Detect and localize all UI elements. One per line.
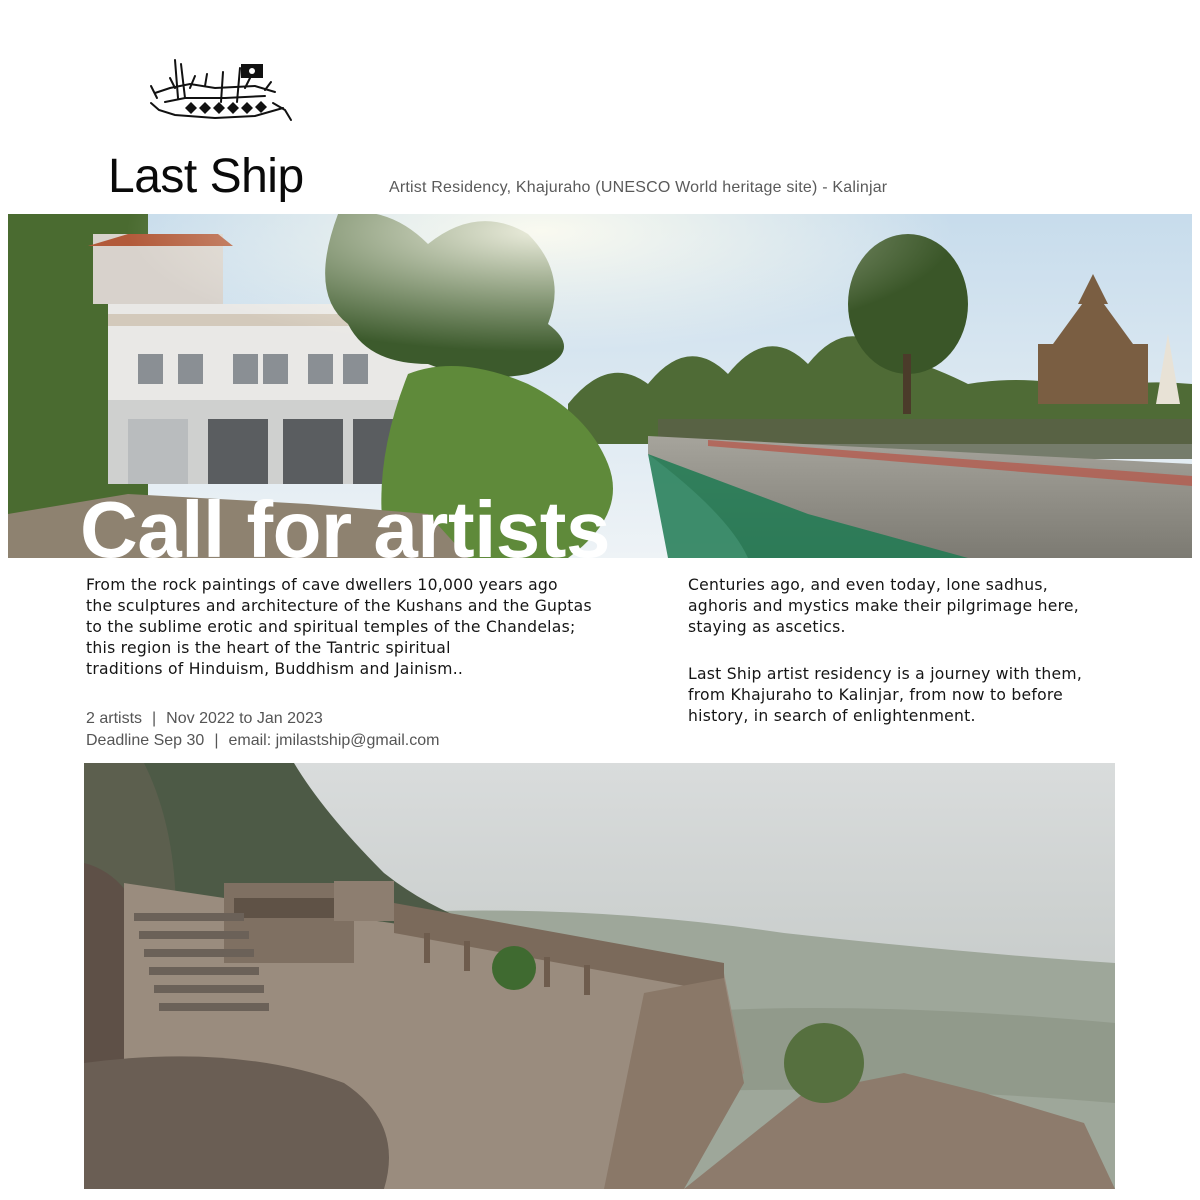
- intro-left-line: From the rock paintings of cave dwellers 10,000 years ago: [86, 576, 558, 594]
- headline: Call for artists: [80, 485, 610, 558]
- journey-line: history, in search of enlightenment.: [688, 707, 976, 725]
- journey-paragraph: [688, 664, 1082, 727]
- logo-text: Last Ship: [108, 150, 304, 203]
- residency-dates: Nov 2022 to Jan 2023: [166, 710, 323, 727]
- intro-left-line: this region is the heart of the Tantric spiritual: [86, 639, 451, 657]
- intro-left-line: traditions of Hinduism, Buddhism and Jainism..: [86, 660, 464, 678]
- intro-right-line: aghoris and mystics make their pilgrimage here,: [688, 597, 1079, 615]
- journey-line: Last Ship artist residency is a journey with them,: [688, 665, 1083, 683]
- residency-details: [86, 708, 323, 729]
- ship-rock-painting-icon: [145, 58, 295, 136]
- intro-right-line: Centuries ago, and even today, lone sadhus,: [688, 576, 1048, 594]
- separator: |: [152, 710, 157, 727]
- logo: [145, 58, 295, 136]
- contact-email[interactable]: email: jmilastship@gmail.com: [228, 732, 440, 749]
- intro-right-paragraph: [688, 575, 1079, 638]
- page-subtitle: Artist Residency, Khajuraho (UNESCO World heritage site) - Kalinjar: [389, 179, 888, 196]
- intro-left-paragraph: [86, 575, 592, 680]
- artist-count: 2 artists: [86, 710, 143, 727]
- journey-line: from Khajuraho to Kalinjar, from now to before: [688, 686, 1064, 704]
- contact-details: [86, 730, 439, 751]
- intro-left-line: to the sublime erotic and spiritual temples of the Chandelas;: [86, 618, 576, 636]
- intro-left-line: the sculptures and architecture of the Kushans and the Guptas: [86, 597, 592, 615]
- intro-right-line: staying as ascetics.: [688, 618, 846, 636]
- kalinjar-fort-image: [84, 763, 1115, 1189]
- separator: |: [214, 732, 219, 749]
- deadline: Deadline Sep 30: [86, 732, 205, 749]
